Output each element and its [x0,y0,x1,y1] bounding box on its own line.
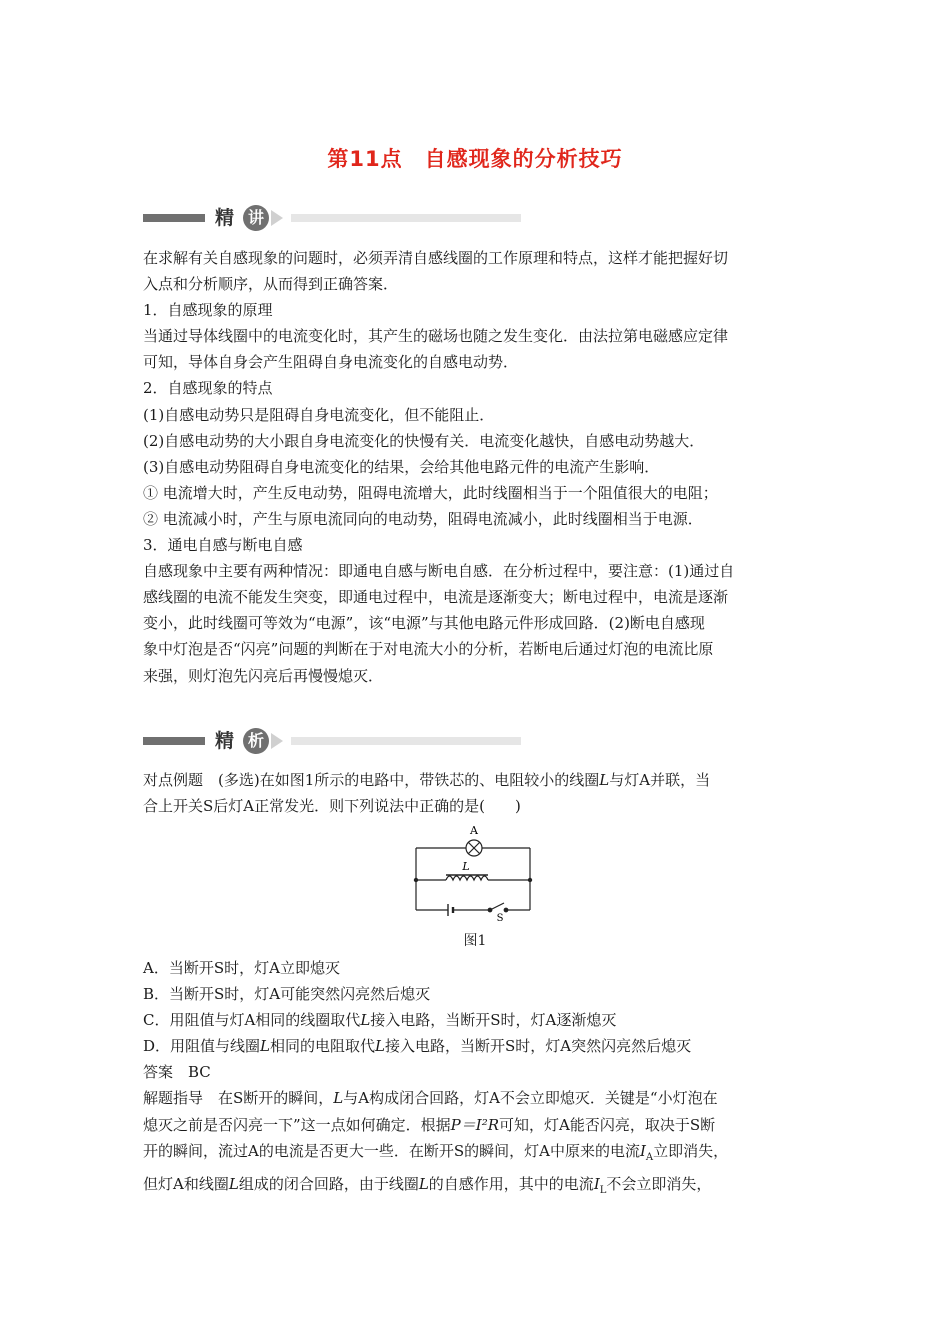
subscript: L [599,1184,607,1196]
text-run: 不会立即消失， [606,1174,712,1193]
option-d [143,1033,808,1059]
guide-line [143,1085,808,1111]
text-run: 接入电路，当断开S时，灯A逐渐熄灭 [370,1011,617,1030]
question-line [143,767,808,793]
section-heading: 2．自感现象的特点 [143,379,273,398]
switch-label: S [496,913,504,922]
circuit-diagram [408,822,538,922]
banner-label-jiang-circle: 讲 [243,205,269,231]
switch-icon [488,903,508,912]
paragraph-line: (1)自感电动势只是阻碍自身电流变化，但不能阻止． [143,405,495,424]
symbol-I: I [593,1174,600,1193]
section-heading: 1．自感现象的原理 [143,301,273,320]
text-run: 开的瞬间，流过A的电流是否更大一些．在断开S的瞬间，灯A中原来的电流 [143,1141,640,1160]
paragraph-line: 当通过导体线圈中的电流变化时，其产生的磁场也随之发生变化．由法拉第电磁感应定律 [143,327,729,346]
text-run: 对点例题 (多选)在如图1所示的电路中，带铁芯的、电阻较小的线圈 [143,771,600,789]
paragraph-line: 象中灯泡是否“闪亮”问题的判断在于对电流大小的分析，若断电后通过灯泡的电流比原 [143,640,714,659]
text-run: 解题指导 在S断开的瞬间， [143,1089,334,1108]
paragraph-line: ② 电流减小时，产生与原电流同向的电动势，阻碍电流减小，此时线圈相当于电源． [143,509,703,528]
banner-label-jing: 精 [215,207,235,229]
options-and-solution [143,955,808,1204]
paragraph-line: (2)自感电动势的大小跟自身电流变化的快慢有关．电流变化越快，自感电动势越大． [143,431,705,450]
symbol-L: L [418,1174,429,1193]
paragraph-line: 感线圈的电流不能发生突变，即通电过程中，电流是逐渐变大；断电过程中，电流是逐渐 [143,588,729,607]
guide-line [143,1138,808,1171]
option-b: B．当断开S时，灯A可能突然闪亮然后熄灭 [143,985,431,1004]
text-run: 可知，灯A能否闪亮，取决于S断 [499,1115,716,1134]
lamp-label: A [470,824,478,837]
page-title: 第11点 自感现象的分析技巧 [327,147,623,171]
text-run: 立即消失， [653,1141,729,1160]
junction-dot-left [414,878,418,882]
symbol-I: I [639,1141,646,1160]
text-run: 接入电路，当断开S时，灯A突然闪亮然后熄灭 [384,1037,692,1056]
paragraph-line: 入点和分析顺序，从而得到正确答案． [143,275,399,294]
text-run: 组成的闭合回路，由于线圈 [238,1174,419,1193]
banner-bar-dark [143,737,205,745]
jiang-body [143,245,808,689]
guide-line [143,1171,808,1204]
text-run: 但灯A和线圈 [143,1174,229,1193]
text-run: D．用阻值与线圈 [143,1037,261,1056]
coil-label: L [462,860,470,873]
section-banner-jiang [143,205,521,231]
paragraph-line: (3)自感电动势阻碍自身电流变化的结果，会给其他电路元件的电流产生影响． [143,457,660,476]
paragraph-line: 来强，则灯泡先闪亮后再慢慢熄灭． [143,666,384,685]
option-c [143,1007,808,1033]
section-banner-xi [143,728,521,754]
symbol-L: L [260,1037,270,1056]
text-run: 的自感作用，其中的电流 [428,1174,594,1193]
banner-arrow-icon [271,733,283,749]
paragraph-line: 在求解有关自感现象的问题时，必须弄清自感线圈的工作原理和特点，这样才能把握好切 [143,249,729,267]
lamp-icon [466,840,482,856]
banner-arrow-icon [271,210,283,226]
answer-line: 答案 BC [143,1063,211,1082]
banner-bar-dark [143,214,205,222]
banner-bar-light [291,737,521,745]
text-run: C．用阻值与灯A相同的线圈取代 [143,1011,361,1030]
text-run: 与A构成闭合回路，灯A不会立即熄灭．关键是“小灯泡在 [343,1089,718,1108]
option-a: A．当断开S时，灯A立即熄灭 [143,959,340,977]
symbol-L: L [599,771,610,789]
paragraph-line: 变小，此时线圈可等效为“电源”，该“电源”与其他电路元件形成回路．(2)断电自感现 [143,614,705,633]
banner-bar-light [291,214,521,222]
banner-label-jing: 精 [215,730,235,752]
text-run: 与灯A并联，当 [609,771,711,789]
paragraph-line: 自感现象中主要有两种情况：即通电自感与断电自感．在分析过程中，要注意：(1)通过自 [143,562,735,581]
symbol-L: L [333,1089,344,1108]
formula: P＝I²R [450,1115,499,1134]
symbol-L: L [360,1011,371,1030]
figure-caption: 图1 [463,933,487,949]
guide-line [143,1112,808,1138]
symbol-L: L [375,1037,385,1056]
subscript: A [645,1151,654,1163]
paragraph-line: 可知，导体自身会产生阻碍自身电流变化的自感电动势． [143,353,519,372]
inductor-coil-icon [446,876,488,880]
junction-dot-right [528,878,532,882]
symbol-L: L [228,1174,239,1193]
question-text [143,767,808,819]
section-heading: 3．通电自感与断电自感 [143,536,303,555]
battery-icon [448,904,453,916]
paragraph-line: ① 电流增大时，产生反电动势，阻碍电流增大，此时线圈相当于一个阻值很大的电阻； [143,483,718,502]
question-line: 合上开关S后灯A正常发光．则下列说法中正确的是( ) [143,797,521,816]
text-run: 相同的电阻取代 [270,1037,376,1056]
banner-label-xi-circle: 析 [243,728,269,754]
text-run: 熄灭之前是否闪亮一下”这一点如何确定．根据 [143,1115,451,1134]
